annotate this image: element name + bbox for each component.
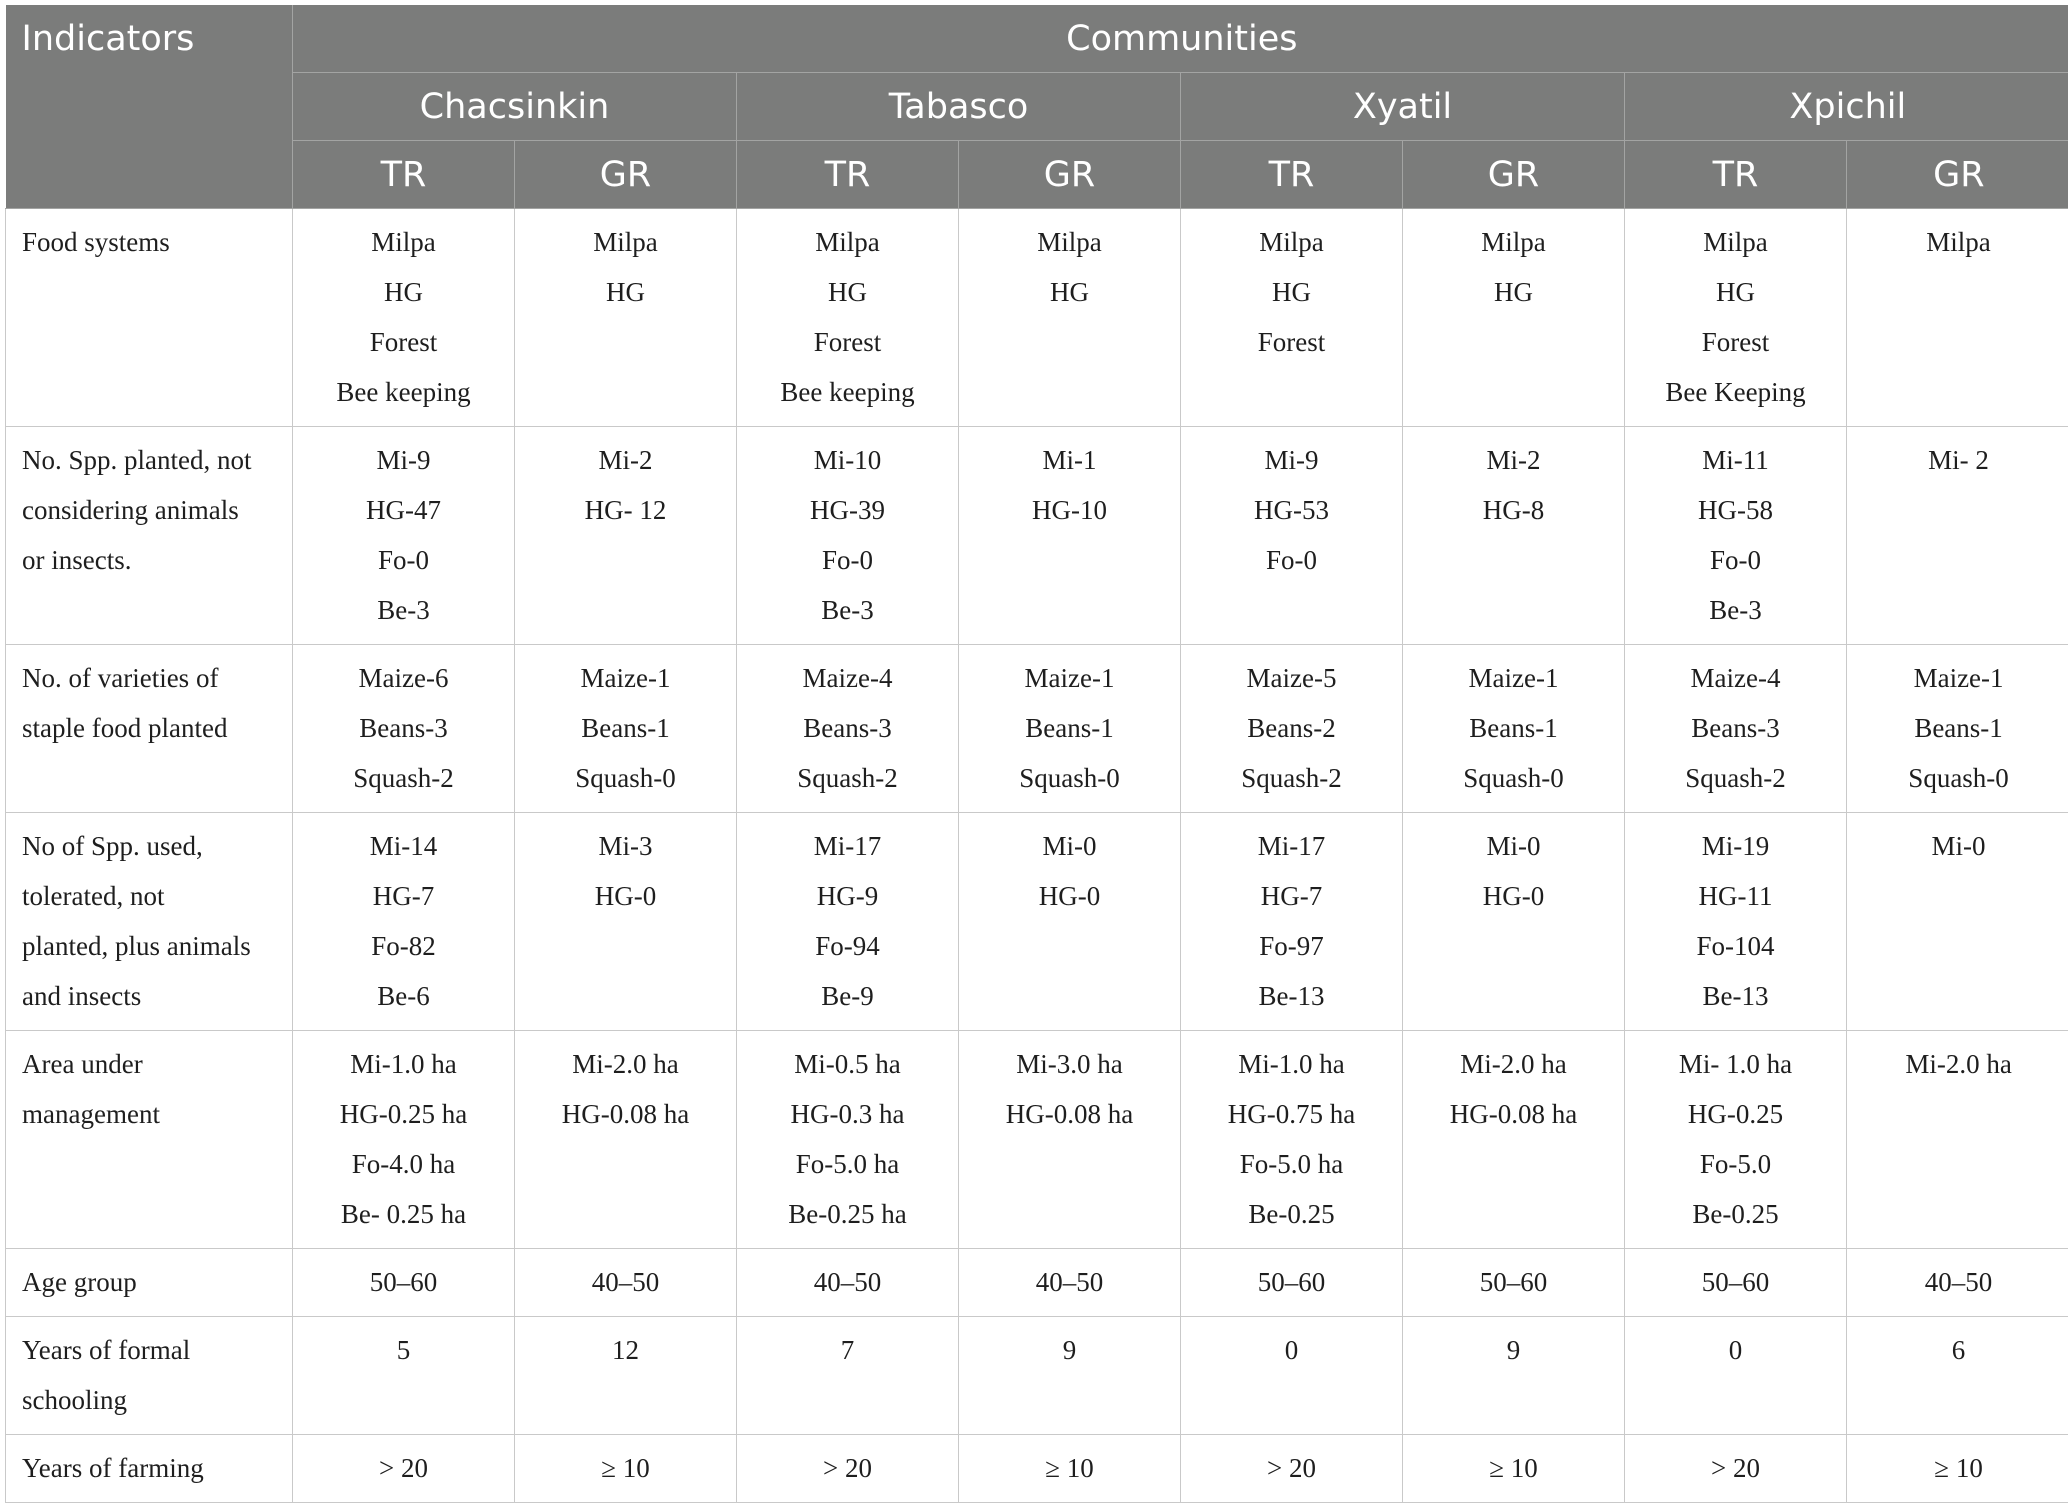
- cell-value: HG-0: [1403, 871, 1624, 921]
- cell-value: Milpa: [1403, 217, 1624, 267]
- group-header-tr: TR: [1181, 141, 1403, 209]
- cell-value: HG: [515, 267, 736, 317]
- cell-tabasco-tr: [737, 1031, 959, 1249]
- cell-value: Bee Keeping: [1625, 367, 1846, 417]
- cell-value: HG-9: [737, 871, 958, 921]
- cell-value: 5: [293, 1325, 514, 1375]
- cell-value: Mi-1: [959, 435, 1180, 485]
- cell-xpichil-tr: [1625, 1031, 1847, 1249]
- cell-value: Fo-4.0 ha: [293, 1139, 514, 1189]
- table-body: [6, 209, 2068, 1503]
- cell-value: Squash-2: [737, 753, 958, 803]
- cell-tabasco-gr: [959, 1317, 1181, 1435]
- cell-value: Maize-5: [1181, 653, 1402, 703]
- cell-value: HG-8: [1403, 485, 1624, 535]
- cell-value: 40–50: [737, 1257, 958, 1307]
- indicator-label-line: No of Spp. used,: [22, 821, 286, 871]
- cell-value: Beans-2: [1181, 703, 1402, 753]
- cell-value: Mi-2.0 ha: [515, 1039, 736, 1089]
- cell-value: > 20: [1625, 1443, 1846, 1493]
- cell-value: 50–60: [293, 1257, 514, 1307]
- cell-value: Fo-94: [737, 921, 958, 971]
- community-header-xpichil: Xpichil: [1625, 73, 2068, 141]
- cell-value: Mi-0.5 ha: [737, 1039, 958, 1089]
- cell-value: Maize-1: [1847, 653, 2068, 703]
- indicator-label: [6, 1435, 293, 1503]
- cell-xyatil-gr: [1403, 1435, 1625, 1503]
- cell-xyatil-gr: [1403, 813, 1625, 1031]
- cell-value: HG-58: [1625, 485, 1846, 535]
- cell-value: HG-0: [515, 871, 736, 921]
- cell-value: Be-0.25 ha: [737, 1189, 958, 1239]
- cell-value: 9: [959, 1325, 1180, 1375]
- table-row-food-systems: [6, 209, 2068, 427]
- cell-value: HG-53: [1181, 485, 1402, 535]
- cell-tabasco-tr: [737, 1435, 959, 1503]
- indicator-label-line: Food systems: [22, 217, 286, 267]
- cell-value: Maize-1: [959, 653, 1180, 703]
- cell-value: HG-0.08 ha: [515, 1089, 736, 1139]
- cell-xpichil-tr: [1625, 209, 1847, 427]
- table-row-staple-varieties: [6, 645, 2068, 813]
- cell-value: Maize-4: [1625, 653, 1846, 703]
- group-header-gr: GR: [1403, 141, 1625, 209]
- cell-value: HG-10: [959, 485, 1180, 535]
- cell-value: Mi-17: [737, 821, 958, 871]
- indicator-label-line: schooling: [22, 1375, 286, 1425]
- cell-tabasco-gr: [959, 645, 1181, 813]
- cell-value: Fo-5.0 ha: [737, 1139, 958, 1189]
- indicator-label-line: tolerated, not: [22, 871, 286, 921]
- cell-value: > 20: [1181, 1443, 1402, 1493]
- cell-value: 0: [1181, 1325, 1402, 1375]
- cell-value: Squash-2: [1625, 753, 1846, 803]
- cell-value: Be-0.25: [1625, 1189, 1846, 1239]
- cell-xyatil-tr: [1181, 427, 1403, 645]
- cell-tabasco-tr: [737, 1317, 959, 1435]
- cell-xpichil-gr: [1847, 427, 2068, 645]
- cell-value: 6: [1847, 1325, 2068, 1375]
- cell-tabasco-tr: [737, 645, 959, 813]
- group-header-gr: GR: [959, 141, 1181, 209]
- indicator-label-line: Area under: [22, 1039, 286, 1089]
- cell-value: Mi-14: [293, 821, 514, 871]
- cell-value: Milpa: [293, 217, 514, 267]
- cell-value: Mi-10: [737, 435, 958, 485]
- indicator-label: [6, 1317, 293, 1435]
- cell-value: HG: [1403, 267, 1624, 317]
- group-header-gr: GR: [1847, 141, 2068, 209]
- cell-value: HG-7: [293, 871, 514, 921]
- cell-value: Be-13: [1181, 971, 1402, 1021]
- cell-value: Bee keeping: [293, 367, 514, 417]
- cell-xyatil-tr: [1181, 1435, 1403, 1503]
- cell-value: Fo-5.0 ha: [1181, 1139, 1402, 1189]
- cell-chacsinkin-tr: [293, 1249, 515, 1317]
- cell-value: Mi- 2: [1847, 435, 2068, 485]
- cell-value: Mi-3.0 ha: [959, 1039, 1180, 1089]
- cell-value: Mi-19: [1625, 821, 1846, 871]
- cell-value: Fo-104: [1625, 921, 1846, 971]
- cell-value: HG-0.08 ha: [1403, 1089, 1624, 1139]
- community-header-chacsinkin: Chacsinkin: [293, 73, 737, 141]
- cell-xpichil-gr: [1847, 1317, 2068, 1435]
- cell-value: Mi-2.0 ha: [1847, 1039, 2068, 1089]
- indicator-label: [6, 813, 293, 1031]
- cell-chacsinkin-gr: [515, 1249, 737, 1317]
- cell-value: 9: [1403, 1325, 1624, 1375]
- cell-value: 0: [1625, 1325, 1846, 1375]
- cell-value: HG-47: [293, 485, 514, 535]
- cell-value: Beans-3: [293, 703, 514, 753]
- cell-xpichil-gr: [1847, 1249, 2068, 1317]
- table-row-species-planted: [6, 427, 2068, 645]
- cell-value: Fo-97: [1181, 921, 1402, 971]
- cell-tabasco-gr: [959, 813, 1181, 1031]
- cell-value: Forest: [293, 317, 514, 367]
- cell-xpichil-tr: [1625, 1435, 1847, 1503]
- cell-value: HG-0.08 ha: [959, 1089, 1180, 1139]
- cell-value: Mi-9: [293, 435, 514, 485]
- cell-xyatil-gr: [1403, 1317, 1625, 1435]
- cell-tabasco-gr: [959, 427, 1181, 645]
- indicators-table: [5, 5, 2068, 1503]
- cell-value: Squash-0: [1403, 753, 1624, 803]
- cell-xyatil-tr: [1181, 813, 1403, 1031]
- group-header-gr: GR: [515, 141, 737, 209]
- cell-value: HG: [1625, 267, 1846, 317]
- cell-tabasco-gr: [959, 1031, 1181, 1249]
- cell-chacsinkin-gr: [515, 1031, 737, 1249]
- cell-value: Be-3: [293, 585, 514, 635]
- cell-xpichil-tr: [1625, 645, 1847, 813]
- cell-value: Milpa: [1625, 217, 1846, 267]
- table-row-species-used: [6, 813, 2068, 1031]
- indicator-label-line: and insects: [22, 971, 286, 1021]
- cell-value: HG-0: [959, 871, 1180, 921]
- cell-tabasco-tr: [737, 209, 959, 427]
- cell-value: 7: [737, 1325, 958, 1375]
- cell-value: ≥ 10: [515, 1443, 736, 1493]
- cell-value: HG: [959, 267, 1180, 317]
- indicator-label: [6, 427, 293, 645]
- cell-value: Squash-2: [1181, 753, 1402, 803]
- indicators-header: Indicators: [6, 5, 293, 209]
- cell-chacsinkin-gr: [515, 1435, 737, 1503]
- cell-value: Fo-0: [293, 535, 514, 585]
- cell-value: 50–60: [1181, 1257, 1402, 1307]
- cell-value: 50–60: [1403, 1257, 1624, 1307]
- indicator-label-line: Age group: [22, 1257, 286, 1307]
- cell-value: HG: [737, 267, 958, 317]
- cell-value: HG-0.75 ha: [1181, 1089, 1402, 1139]
- cell-value: Beans-1: [959, 703, 1180, 753]
- cell-xpichil-tr: [1625, 427, 1847, 645]
- cell-value: HG-11: [1625, 871, 1846, 921]
- cell-value: Squash-0: [959, 753, 1180, 803]
- cell-chacsinkin-gr: [515, 813, 737, 1031]
- cell-value: Milpa: [959, 217, 1180, 267]
- cell-tabasco-gr: [959, 1249, 1181, 1317]
- cell-value: HG-7: [1181, 871, 1402, 921]
- cell-xpichil-gr: [1847, 1435, 2068, 1503]
- cell-chacsinkin-tr: [293, 209, 515, 427]
- cell-value: Mi-9: [1181, 435, 1402, 485]
- cell-value: Squash-0: [1847, 753, 2068, 803]
- cell-xyatil-gr: [1403, 427, 1625, 645]
- cell-value: 40–50: [515, 1257, 736, 1307]
- indicator-label-line: staple food planted: [22, 703, 286, 753]
- cell-tabasco-tr: [737, 813, 959, 1031]
- cell-value: Mi-2.0 ha: [1403, 1039, 1624, 1089]
- cell-value: HG-0.3 ha: [737, 1089, 958, 1139]
- cell-xpichil-tr: [1625, 1317, 1847, 1435]
- cell-value: HG-0.25: [1625, 1089, 1846, 1139]
- cell-value: > 20: [293, 1443, 514, 1493]
- cell-xyatil-gr: [1403, 1249, 1625, 1317]
- cell-value: Maize-6: [293, 653, 514, 703]
- cell-tabasco-gr: [959, 1435, 1181, 1503]
- cell-value: Beans-3: [1625, 703, 1846, 753]
- cell-value: HG- 12: [515, 485, 736, 535]
- cell-xyatil-tr: [1181, 209, 1403, 427]
- community-header-tabasco: Tabasco: [737, 73, 1181, 141]
- table-row-years-formal-schooling: [6, 1317, 2068, 1435]
- cell-value: 40–50: [959, 1257, 1180, 1307]
- cell-value: Be-3: [737, 585, 958, 635]
- cell-value: 50–60: [1625, 1257, 1846, 1307]
- cell-tabasco-tr: [737, 1249, 959, 1317]
- cell-value: Fo-5.0: [1625, 1139, 1846, 1189]
- indicator-label: [6, 645, 293, 813]
- cell-value: Be-0.25: [1181, 1189, 1402, 1239]
- table-header: [6, 5, 2068, 209]
- cell-xpichil-tr: [1625, 1249, 1847, 1317]
- communities-header: Communities: [293, 5, 2068, 73]
- cell-xyatil-gr: [1403, 209, 1625, 427]
- cell-value: Be-3: [1625, 585, 1846, 635]
- group-header-tr: TR: [293, 141, 515, 209]
- indicator-label-line: No. of varieties of: [22, 653, 286, 703]
- cell-value: Maize-1: [1403, 653, 1624, 703]
- cell-chacsinkin-tr: [293, 427, 515, 645]
- table-row-area-under-management: [6, 1031, 2068, 1249]
- cell-chacsinkin-tr: [293, 1031, 515, 1249]
- cell-value: HG: [1181, 267, 1402, 317]
- cell-value: HG: [293, 267, 514, 317]
- cell-xyatil-tr: [1181, 645, 1403, 813]
- cell-value: Mi-1.0 ha: [1181, 1039, 1402, 1089]
- indicator-label-line: considering animals: [22, 485, 286, 535]
- indicator-label-line: Years of farming: [22, 1443, 286, 1493]
- cell-value: Milpa: [1181, 217, 1402, 267]
- cell-value: Fo-82: [293, 921, 514, 971]
- cell-value: Forest: [1625, 317, 1846, 367]
- cell-chacsinkin-gr: [515, 645, 737, 813]
- cell-value: 12: [515, 1325, 736, 1375]
- cell-value: Mi-3: [515, 821, 736, 871]
- cell-value: Mi-1.0 ha: [293, 1039, 514, 1089]
- cell-xyatil-tr: [1181, 1031, 1403, 1249]
- cell-value: Maize-4: [737, 653, 958, 703]
- cell-chacsinkin-tr: [293, 1435, 515, 1503]
- group-header-tr: TR: [1625, 141, 1847, 209]
- cell-value: Mi-0: [1403, 821, 1624, 871]
- cell-value: > 20: [737, 1443, 958, 1493]
- cell-value: ≥ 10: [959, 1443, 1180, 1493]
- indicator-label: [6, 1031, 293, 1249]
- cell-value: Fo-0: [737, 535, 958, 585]
- table-row-age-group: [6, 1249, 2068, 1317]
- cell-chacsinkin-gr: [515, 1317, 737, 1435]
- cell-value: Beans-1: [515, 703, 736, 753]
- cell-value: Be- 0.25 ha: [293, 1189, 514, 1239]
- cell-value: Mi-0: [959, 821, 1180, 871]
- cell-chacsinkin-gr: [515, 209, 737, 427]
- cell-chacsinkin-tr: [293, 645, 515, 813]
- indicator-label-line: or insects.: [22, 535, 286, 585]
- indicator-label-line: Years of formal: [22, 1325, 286, 1375]
- cell-value: ≥ 10: [1403, 1443, 1624, 1493]
- cell-value: Mi-11: [1625, 435, 1846, 485]
- cell-xyatil-tr: [1181, 1249, 1403, 1317]
- cell-value: Forest: [1181, 317, 1402, 367]
- indicator-label: [6, 209, 293, 427]
- cell-value: Mi-0: [1847, 821, 2068, 871]
- cell-value: HG-0.25 ha: [293, 1089, 514, 1139]
- cell-xpichil-gr: [1847, 1031, 2068, 1249]
- cell-value: Squash-0: [515, 753, 736, 803]
- cell-value: 40–50: [1847, 1257, 2068, 1307]
- cell-chacsinkin-gr: [515, 427, 737, 645]
- cell-value: Beans-1: [1847, 703, 2068, 753]
- cell-value: Fo-0: [1625, 535, 1846, 585]
- indicator-label: [6, 1249, 293, 1317]
- cell-value: Milpa: [737, 217, 958, 267]
- cell-value: Maize-1: [515, 653, 736, 703]
- cell-value: Mi- 1.0 ha: [1625, 1039, 1846, 1089]
- cell-value: Beans-3: [737, 703, 958, 753]
- cell-tabasco-tr: [737, 427, 959, 645]
- cell-xpichil-gr: [1847, 813, 2068, 1031]
- cell-chacsinkin-tr: [293, 1317, 515, 1435]
- cell-value: Bee keeping: [737, 367, 958, 417]
- cell-xpichil-gr: [1847, 645, 2068, 813]
- cell-value: Mi-2: [515, 435, 736, 485]
- cell-value: Squash-2: [293, 753, 514, 803]
- cell-xyatil-tr: [1181, 1317, 1403, 1435]
- cell-value: Be-13: [1625, 971, 1846, 1021]
- indicator-label-line: planted, plus animals: [22, 921, 286, 971]
- indicator-label-line: management: [22, 1089, 286, 1139]
- community-header-xyatil: Xyatil: [1181, 73, 1625, 141]
- cell-value: Milpa: [1847, 217, 2068, 267]
- cell-value: Milpa: [515, 217, 736, 267]
- cell-value: HG-39: [737, 485, 958, 535]
- cell-xyatil-gr: [1403, 645, 1625, 813]
- cell-value: ≥ 10: [1847, 1443, 2068, 1493]
- cell-tabasco-gr: [959, 209, 1181, 427]
- cell-value: Fo-0: [1181, 535, 1402, 585]
- cell-value: Beans-1: [1403, 703, 1624, 753]
- cell-chacsinkin-tr: [293, 813, 515, 1031]
- indicator-label-line: No. Spp. planted, not: [22, 435, 286, 485]
- cell-value: Forest: [737, 317, 958, 367]
- cell-xyatil-gr: [1403, 1031, 1625, 1249]
- cell-value: Mi-2: [1403, 435, 1624, 485]
- cell-xpichil-gr: [1847, 209, 2068, 427]
- cell-value: Be-6: [293, 971, 514, 1021]
- cell-value: Mi-17: [1181, 821, 1402, 871]
- cell-xpichil-tr: [1625, 813, 1847, 1031]
- group-header-tr: TR: [737, 141, 959, 209]
- table-row-years-farming: [6, 1435, 2068, 1503]
- cell-value: Be-9: [737, 971, 958, 1021]
